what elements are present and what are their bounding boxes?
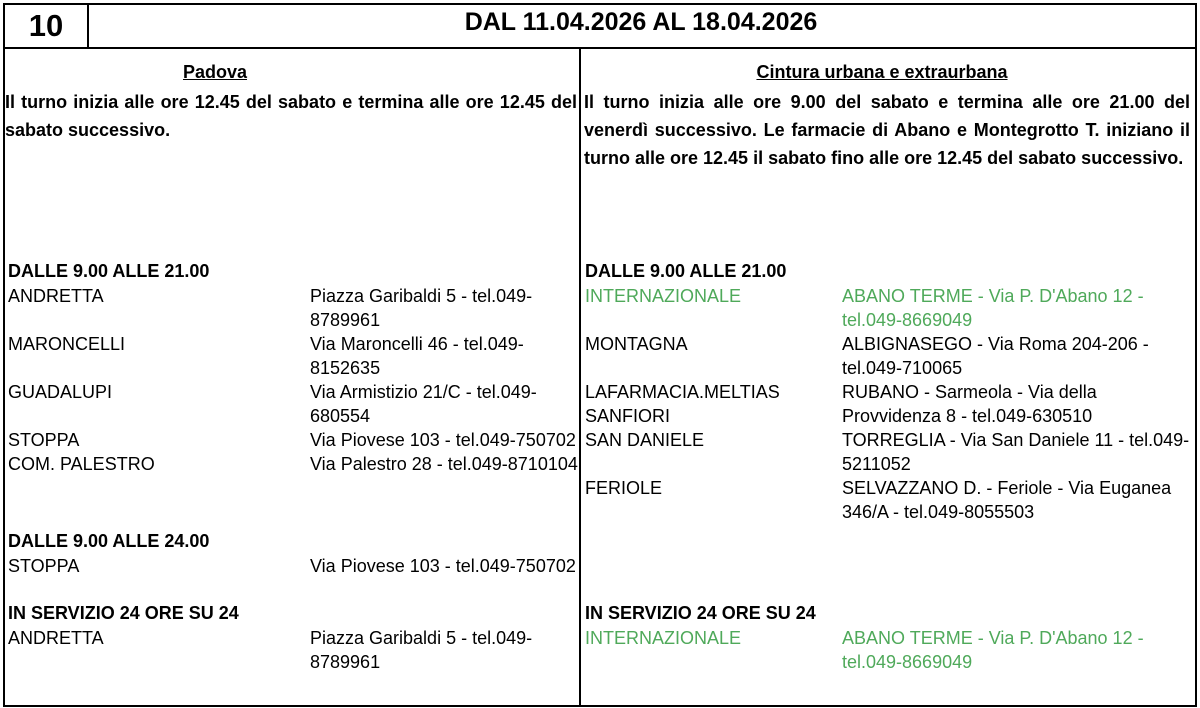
pharmacy-entry <box>585 284 1194 332</box>
pharmacy-name: MARONCELLI <box>8 334 126 354</box>
pharmacy-name: STOPPA <box>8 430 80 450</box>
header-divider <box>3 47 1195 49</box>
week-number: 10 <box>28 8 64 43</box>
cintura-description: Il turno inizia alle ore 9.00 del sabato e termina alle ore 21.00 del venerdì successivo. Le farmacie di Abano e Montegrotto T. iniziano il turno alle ore 12.45 il sabato fino alle ore 12.45 del sabato successivo. <box>584 92 1190 168</box>
padova-section-day <box>8 258 580 476</box>
cintura-section-24h <box>585 600 1194 674</box>
pharmacy-entry <box>585 332 1194 380</box>
pharmacy-entry <box>585 380 1194 428</box>
pharmacy-entry <box>585 428 1194 476</box>
pharmacy-name: COM. PALESTRO <box>8 454 155 474</box>
padova-section-24h <box>8 600 580 674</box>
section-heading: IN SERVIZIO 24 ORE SU 24 <box>8 603 239 623</box>
pharmacy-entry <box>8 428 580 452</box>
pharmacy-address: Piazza Garibaldi 5 - tel.049-8789961 <box>310 286 533 330</box>
section-heading: DALLE 9.00 ALLE 21.00 <box>585 261 787 281</box>
pharmacy-name: INTERNAZIONALE <box>585 286 742 306</box>
padova-section-evening <box>8 528 580 578</box>
pharmacy-name: GUADALUPI <box>8 382 113 402</box>
pharmacy-address: Via Piovese 103 - tel.049-750702 <box>310 556 576 576</box>
pharmacy-name: INTERNAZIONALE <box>585 628 742 648</box>
pharmacy-address: SELVAZZANO D. - Feriole - Via Euganea 346/A - tel.049-8055503 <box>842 478 1172 522</box>
pharmacy-name: STOPPA <box>8 556 80 576</box>
pharmacy-address: TORREGLIA - Via San Daniele 11 - tel.049-5211052 <box>842 430 1190 474</box>
pharmacy-name: MONTAGNA <box>585 334 688 354</box>
padova-title: Padova <box>182 62 248 82</box>
pharmacy-address: Via Maroncelli 46 - tel.049-8152635 <box>310 334 524 378</box>
cintura-title: Cintura urbana e extraurbana <box>756 62 1008 82</box>
pharmacy-address: RUBANO - Sarmeola - Via della Provvidenza 8 - tel.049-630510 <box>842 382 1097 426</box>
pharmacy-name: ANDRETTA <box>8 286 104 306</box>
section-heading: IN SERVIZIO 24 ORE SU 24 <box>585 603 816 623</box>
pharmacy-entry <box>8 554 580 578</box>
pharmacy-address: Via Armistizio 21/C - tel.049-680554 <box>310 382 537 426</box>
section-heading: DALLE 9.00 ALLE 24.00 <box>8 531 210 551</box>
cintura-section-day <box>585 258 1194 524</box>
pharmacy-address: Via Palestro 28 - tel.049-8710104 <box>310 454 578 474</box>
pharmacy-name: ANDRETTA <box>8 628 104 648</box>
pharmacy-address: Via Piovese 103 - tel.049-750702 <box>310 430 576 450</box>
pharmacy-entry <box>585 626 1194 674</box>
date-range-title: DAL 11.04.2026 AL 18.04.2026 <box>464 8 818 36</box>
pharmacy-address: Piazza Garibaldi 5 - tel.049-8789961 <box>310 628 533 672</box>
pharmacy-address: ALBIGNASEGO - Via Roma 204-206 - tel.049-710065 <box>842 334 1149 378</box>
pharmacy-entry <box>585 476 1194 524</box>
pharmacy-name: FERIOLE <box>585 478 663 498</box>
pharmacy-name: SAN DANIELE <box>585 430 705 450</box>
pharmacy-name: LAFARMACIA.MELTIAS SANFIORI <box>585 382 780 426</box>
pharmacy-entry <box>8 626 580 674</box>
pharmacy-address: ABANO TERME - Via P. D'Abano 12 - tel.049-8669049 <box>842 286 1144 330</box>
pharmacy-entry <box>8 332 580 380</box>
pharmacy-entry <box>8 284 580 332</box>
section-heading: DALLE 9.00 ALLE 21.00 <box>8 261 210 281</box>
pharmacy-entry <box>8 380 580 428</box>
padova-description: Il turno inizia alle ore 12.45 del sabato e termina alle ore 12.45 del sabato successivo. <box>5 92 577 140</box>
pharmacy-address: ABANO TERME - Via P. D'Abano 12 - tel.049-8669049 <box>842 628 1144 672</box>
pharmacy-entry <box>8 452 580 476</box>
